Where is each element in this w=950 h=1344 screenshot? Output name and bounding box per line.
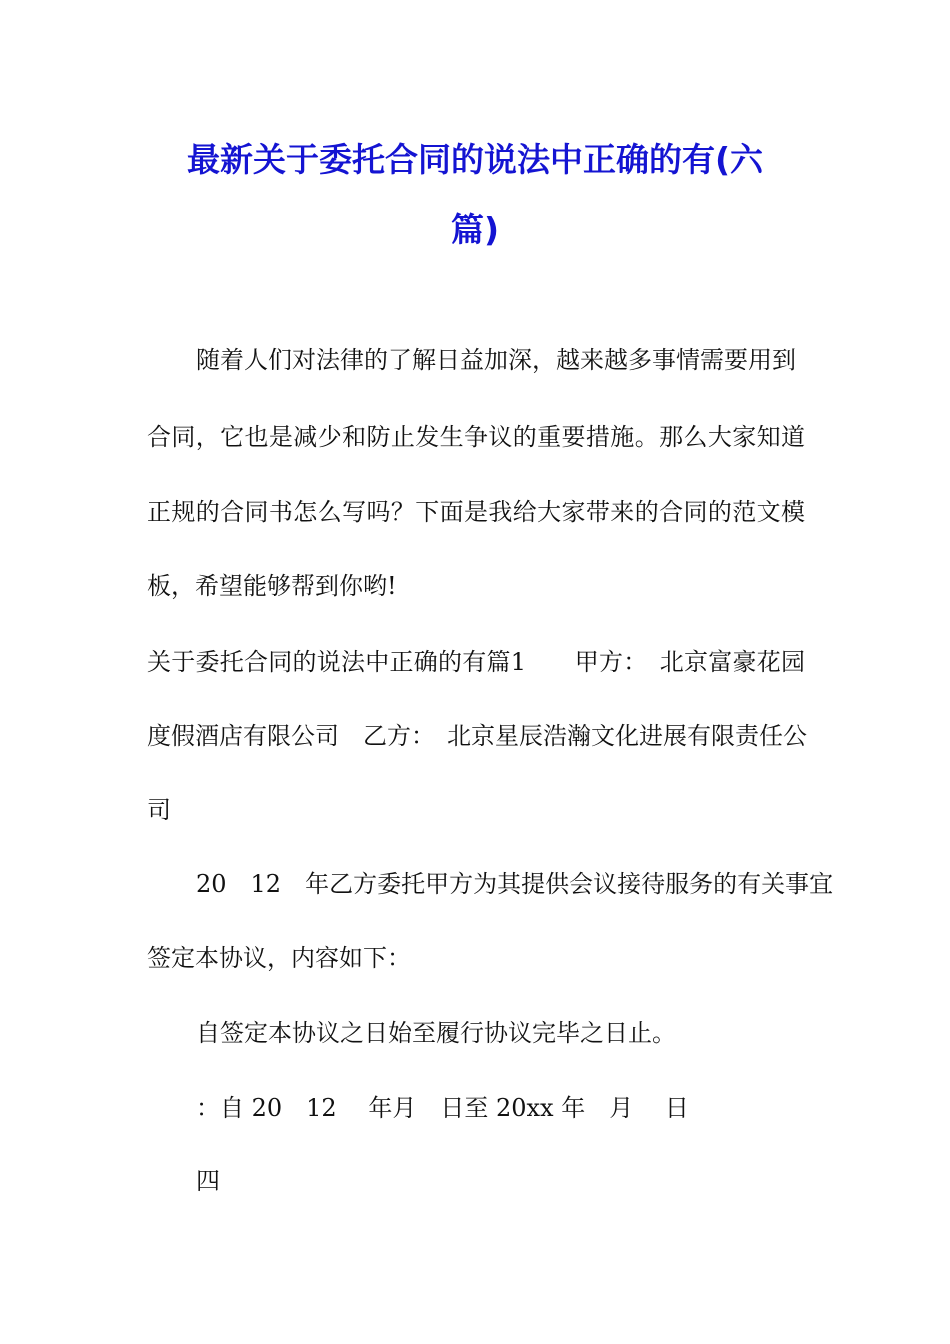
paragraph-parties-line-3: 司 bbox=[147, 796, 171, 824]
paragraph-purpose-line-2: 签定本协议，内容如下： bbox=[147, 944, 411, 972]
paragraph-dates: ：自 20 12 年月 日至 20xx 年 月 日 bbox=[196, 1094, 689, 1122]
paragraph-intro-line-4: 板，希望能够帮到你哟! bbox=[147, 572, 397, 600]
section-number: 四 bbox=[196, 1167, 220, 1195]
paragraph-parties-line-1: 关于委托合同的说法中正确的有篇1 甲方： 北京富豪花园 bbox=[147, 648, 805, 676]
paragraph-parties-line-2: 度假酒店有限公司 乙方： 北京星辰浩瀚文化进展有限责任公 bbox=[147, 722, 807, 750]
paragraph-intro-line-1: 随着人们对法律的了解日益加深，越来越多事情需要用到 bbox=[196, 346, 796, 374]
document-title-line-2: 篇) bbox=[450, 210, 500, 249]
paragraph-purpose-line-1: 20 12 年乙方委托甲方为其提供会议接待服务的有关事宜 bbox=[196, 870, 834, 898]
paragraph-intro-line-2: 合同，它也是减少和防止发生争议的重要措施。那么大家知道 bbox=[147, 423, 805, 451]
paragraph-intro-line-3: 正规的合同书怎么写吗？下面是我给大家带来的合同的范文模 bbox=[147, 498, 805, 526]
paragraph-term: 自签定本协议之日始至履行协议完毕之日止。 bbox=[196, 1019, 676, 1047]
document-title-line-1: 最新关于委托合同的说法中正确的有(六 bbox=[186, 140, 764, 179]
